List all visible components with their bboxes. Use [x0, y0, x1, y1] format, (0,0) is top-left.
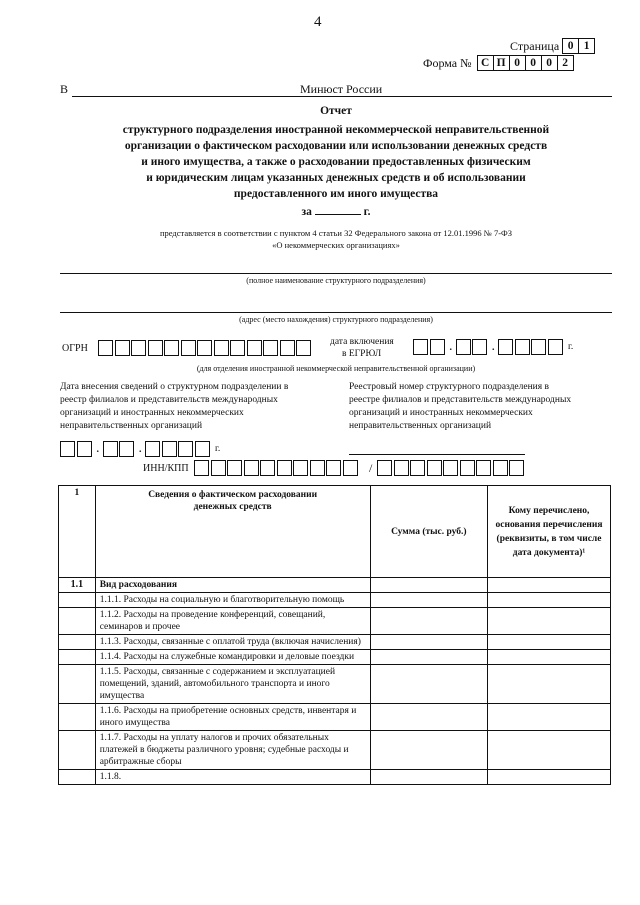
digit-cell[interactable]	[296, 340, 311, 356]
branch-note: (для отделения иностранной некоммерческой неправительственной организации)	[196, 364, 476, 373]
digit-cell[interactable]	[343, 460, 358, 476]
title-g: г.	[363, 206, 371, 218]
header-col3: Кому перечислено, основания перечисления (реквизиты, в том числе дата документа)¹	[488, 486, 611, 578]
row-recipient-cell[interactable]	[488, 635, 611, 650]
digit-cell[interactable]	[509, 460, 524, 476]
row-num-cell	[59, 593, 96, 608]
digit-cell[interactable]	[293, 460, 308, 476]
register-date-line-4: неправительственных организаций	[60, 421, 203, 431]
inn-separator: /	[369, 461, 373, 475]
inn-label: ИНН/КПП	[143, 463, 189, 474]
report-title	[60, 103, 612, 220]
row-num-cell	[59, 704, 96, 731]
expenses-table	[58, 485, 611, 785]
name-field-note: (полное наименование структурного подразделения)	[246, 276, 426, 285]
register-date-block	[60, 381, 322, 433]
row-num-cell	[59, 665, 96, 704]
row-label: 1.1.6. Расходы на приобретение основных средств, инвентаря и иного имущества	[95, 704, 370, 731]
digit-cell[interactable]	[427, 460, 442, 476]
page-number: 4	[314, 14, 322, 30]
kpp-cells[interactable]	[377, 460, 526, 476]
row-num-cell	[59, 650, 96, 665]
legal-basis	[60, 227, 612, 251]
table-row	[59, 665, 611, 704]
table-row	[59, 608, 611, 635]
table-row	[59, 635, 611, 650]
digit-cell[interactable]	[194, 460, 209, 476]
digit-cell[interactable]	[493, 460, 508, 476]
recipient-prefix: В	[60, 82, 69, 96]
section-recipient[interactable]	[488, 578, 611, 593]
header-num: 1	[59, 486, 96, 578]
row-recipient-cell[interactable]	[488, 665, 611, 704]
digit-cell[interactable]	[280, 340, 295, 356]
digit-cell[interactable]	[277, 460, 292, 476]
legal-basis-line-2: «О некоммерческих организациях»	[272, 240, 400, 250]
row-label: 1.1.1. Расходы на социальную и благотворительную помощь	[95, 593, 370, 608]
row-sum-cell[interactable]	[370, 731, 487, 770]
digit-cell[interactable]	[244, 460, 259, 476]
row-label: 1.1.2. Расходы на проведение конференций, совещаний, семинаров и прочее	[95, 608, 370, 635]
form-digit-5: 0	[541, 55, 558, 71]
form-digit-3: 0	[509, 55, 526, 71]
egrul-label-2: в ЕГРЮЛ	[342, 349, 382, 359]
row-sum-cell[interactable]	[370, 665, 487, 704]
page-digit-2: 1	[578, 38, 595, 54]
period-year-field[interactable]	[315, 204, 361, 215]
digit-cell[interactable]	[148, 340, 163, 356]
page-counter	[510, 38, 595, 54]
row-label: 1.1.3. Расходы, связанные с оплатой труда (включая начисления)	[95, 635, 370, 650]
ogrn-label: ОГРН	[62, 343, 88, 354]
ogrn-cells[interactable]	[98, 340, 313, 356]
row-recipient-cell[interactable]	[488, 731, 611, 770]
form-number-label: Форма №	[423, 55, 472, 70]
form-digit-4: 0	[525, 55, 542, 71]
register-number-line-1: Реестровый номер структурного подразделения в	[349, 382, 549, 392]
row-num-cell	[59, 770, 96, 785]
digit-cell[interactable]	[326, 460, 341, 476]
header-col2: Сумма (тыс. руб.)	[370, 486, 487, 578]
row-recipient-cell[interactable]	[488, 593, 611, 608]
digit-cell[interactable]	[443, 460, 458, 476]
inn-cells[interactable]	[194, 460, 359, 476]
digit-cell[interactable]	[260, 460, 275, 476]
address-field[interactable]	[60, 312, 612, 313]
register-number-line-2: реестре филиалов и представительств международных	[349, 395, 572, 405]
table-row	[59, 593, 611, 608]
page-counter-label: Страница	[510, 38, 560, 53]
digit-cell[interactable]	[131, 340, 146, 356]
digit-cell[interactable]	[164, 340, 179, 356]
row-sum-cell[interactable]	[370, 635, 487, 650]
section-num: 1.1	[59, 578, 96, 593]
digit-cell[interactable]	[460, 460, 475, 476]
register-date[interactable]: . . г.	[60, 441, 220, 457]
digit-cell[interactable]	[214, 340, 229, 356]
row-sum-cell[interactable]	[370, 704, 487, 731]
form-digit-6: 2	[557, 55, 574, 71]
row-label: 1.1.7. Расходы на уплату налогов и прочих обязательных платежей в бюджеты различного уровня; судебные расходы и арбитражные сборы	[95, 731, 370, 770]
digit-cell[interactable]	[197, 340, 212, 356]
row-sum-cell[interactable]	[370, 608, 487, 635]
register-number-line-4: неправительственных организаций	[349, 421, 492, 431]
title-line-1: структурного подразделения иностранной некоммерческой неправительственной	[122, 124, 550, 136]
title-period	[60, 204, 612, 220]
digit-cell[interactable]	[115, 340, 130, 356]
digit-cell[interactable]	[247, 340, 262, 356]
digit-cell[interactable]	[476, 460, 491, 476]
title-head: Отчет	[320, 105, 352, 117]
table-row	[59, 731, 611, 770]
title-line-5: предоставленного им иного имущества	[233, 188, 439, 200]
form-digit-2: П	[493, 55, 510, 71]
digit-cell[interactable]	[410, 460, 425, 476]
form-digit-1: С	[477, 55, 494, 71]
section-row	[59, 578, 611, 593]
header-col1: Сведения о фактическом расходовании денежных средств	[95, 486, 370, 578]
register-date-line-2: реестр филиалов и представительств международных	[60, 395, 278, 405]
row-recipient-cell[interactable]	[488, 704, 611, 731]
row-sum-cell[interactable]	[370, 770, 487, 785]
digit-cell[interactable]	[263, 340, 278, 356]
egrul-label	[330, 336, 394, 360]
row-num-cell	[59, 635, 96, 650]
table-row	[59, 770, 611, 785]
digit-cell[interactable]	[181, 340, 196, 356]
row-sum-cell[interactable]	[370, 650, 487, 665]
row-recipient-cell[interactable]	[488, 770, 611, 785]
register-date-line-1: Дата внесения сведений о структурном подразделении в	[60, 382, 289, 392]
title-line-4: и юридическим лицам указанных денежных средств и об использовании	[146, 172, 526, 184]
row-sum-cell[interactable]	[370, 593, 487, 608]
legal-basis-line-1: представляется в соответствии с пунктом 4 статьи 32 Федерального закона от 12.01.1996 № 7-ФЗ	[159, 228, 513, 238]
row-num-cell	[59, 731, 96, 770]
row-label: 1.1.5. Расходы, связанные с содержанием и эксплуатацией помещений, зданий, автомобильного транспорта и иного имущества	[95, 665, 370, 704]
register-date-line-3: организаций и иностранных некоммерческих	[60, 408, 244, 418]
section-sum[interactable]	[370, 578, 487, 593]
egrul-date[interactable]: . . г.	[413, 339, 573, 355]
table-header-row	[59, 486, 611, 578]
row-recipient-cell[interactable]	[488, 608, 611, 635]
page-digit-1: 0	[562, 38, 579, 54]
digit-cell[interactable]	[98, 340, 113, 356]
digit-cell[interactable]	[230, 340, 245, 356]
name-field[interactable]	[60, 273, 612, 274]
title-za: за	[301, 206, 312, 218]
egrul-label-1: дата включения	[330, 337, 394, 347]
recipient-name: Минюст России	[300, 82, 383, 96]
form-number	[423, 55, 574, 71]
table-row	[59, 704, 611, 731]
row-recipient-cell[interactable]	[488, 650, 611, 665]
title-line-2: организации о фактическом расходовании или использовании денежных средств	[124, 140, 548, 152]
row-label: 1.1.8.	[95, 770, 370, 785]
address-field-note: (адрес (место нахождения) структурного подразделения)	[239, 315, 433, 324]
register-number-block	[349, 381, 611, 433]
egrul-g: г.	[568, 342, 574, 352]
recipient-line	[72, 96, 612, 97]
register-number-line-3: организаций и иностранных некоммерческих	[349, 408, 533, 418]
row-num-cell	[59, 608, 96, 635]
table-row	[59, 650, 611, 665]
register-date-g: г.	[215, 444, 221, 454]
digit-cell[interactable]	[394, 460, 409, 476]
title-line-3: и иного имущества, а также о расходовании предоставленных физическим	[141, 156, 531, 168]
digit-cell[interactable]	[310, 460, 325, 476]
digit-cell[interactable]	[211, 460, 226, 476]
register-number-field[interactable]	[349, 454, 525, 455]
digit-cell[interactable]	[377, 460, 392, 476]
row-label: 1.1.4. Расходы на служебные командировки и деловые поездки	[95, 650, 370, 665]
digit-cell[interactable]	[227, 460, 242, 476]
section-label: Вид расходования	[95, 578, 370, 593]
